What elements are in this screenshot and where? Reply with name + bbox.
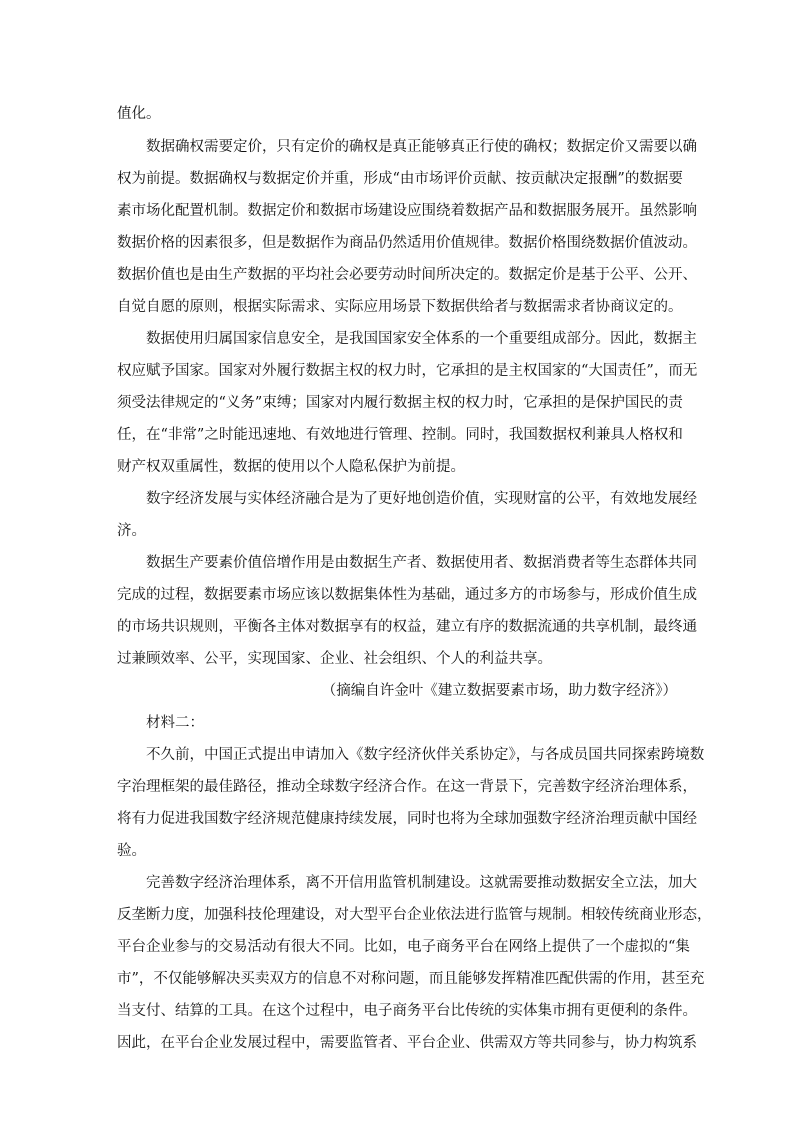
text-line: 验。 (117, 843, 146, 859)
text-line: 因此，在平台企业发展过程中，需要监管者、平台企业、供需双方等共同参与，协力构筑系 (117, 1035, 697, 1051)
text-line: 数据确权需要定价，只有定价的确权是真正能够真正行使的确权；数据定价又需要以确 (146, 139, 697, 155)
text-line: 反垄断力度，加强科技伦理建设，对大型平台企业依法进行监管与规制。相较传统商业形态， (117, 907, 712, 923)
text-line: 不久前，中国正式提出申请加入《数字经济伙伴关系协定》，与各成员国共同探索跨境数 (146, 747, 705, 763)
text-line: 当支付、结算的工具。在这个过程中，电子商务平台比传统的实体集市拥有更便利的条件。 (117, 1003, 697, 1019)
text-line: 权应赋予国家。国家对外履行数据主权的权力时，它承担的是主权国家的“大国责任”，而无 (117, 363, 698, 379)
text-line: 财产权双重属性，数据的使用以个人隐私保护为前提。 (117, 459, 465, 475)
text-line: 任，在“非常”之时能迅速地、有效地进行管理、控制。同时，我国数据权利兼具人格权和 (117, 427, 683, 443)
text-line: 将有力促进我国数字经济规范健康持续发展，同时也将为全球加强数字经济治理贡献中国经 (117, 811, 697, 827)
text-line: 过兼顾效率、公平，实现国家、企业、社会组织、个人的利益共享。 (117, 651, 552, 667)
text-line: 数据价格的因素很多，但是数据作为商品仍然适用价值规律。数据价格围绕数据价值波动。 (117, 235, 697, 251)
text-line: 的市场共识规则，平衡各主体对数据享有的权益，建立有序的数据流通的共享机制，最终通 (117, 619, 697, 635)
text-line: 完善数字经济治理体系，离不开信用监管机制建设。这就需要推动数据安全立法，加大 (146, 875, 697, 891)
text-line: 市”，不仅能够解决买卖双方的信息不对称问题，而且能够发挥精准匹配供需的作用，甚至充 (117, 971, 705, 987)
text-line: 平台企业参与的交易活动有很大不同。比如，电子商务平台在网络上提供了一个虚拟的“集 (117, 939, 690, 955)
source-citation: （摘编自许金叶《建立数据要素市场，助力数字经济》） (321, 683, 677, 699)
text-line: 数据生产要素价值倍增作用是由数据生产者、数据使用者、数据消费者等生态群体共同 (146, 555, 697, 571)
text-line: 字治理框架的最佳路径，推动全球数字经济合作。在这一背景下，完善数字经济治理体系， (117, 779, 697, 795)
text-line: 值化。 (117, 106, 161, 122)
text-line: 须受法律规定的“义务”束缚；国家对内履行数据主权的权力时，它承担的是保护国民的责 (117, 395, 683, 411)
text-line: 济。 (117, 523, 146, 539)
text-line: 权为前提。数据确权与数据定价并重，形成“由市场评价贡献、按贡献决定报酬”的数据要 (117, 171, 683, 187)
text-line: 数字经济发展与实体经济融合是为了更好地创造价值，实现财富的公平，有效地发展经 (146, 491, 697, 507)
text-line: 数据价值也是由生产数据的平均社会必要劳动时间所决定的。数据定价是基于公平、公开、 (117, 267, 697, 283)
text-line: 自觉自愿的原则，根据实际需求、实际应用场景下数据供给者与数据需求者协商议定的。 (117, 299, 683, 315)
text-line: 数据使用归属国家信息安全，是我国国家安全体系的一个重要组成部分。因此，数据主 (146, 331, 697, 347)
text-line: 完成的过程，数据要素市场应该以数据集体性为基础，通过多方的市场参与，形成价值生成 (117, 587, 697, 603)
text-line: 素市场化配置机制。数据定价和数据市场建设应围绕着数据产品和数据服务展开。虽然影响 (117, 203, 697, 219)
section-heading: 材料二： (146, 715, 204, 731)
